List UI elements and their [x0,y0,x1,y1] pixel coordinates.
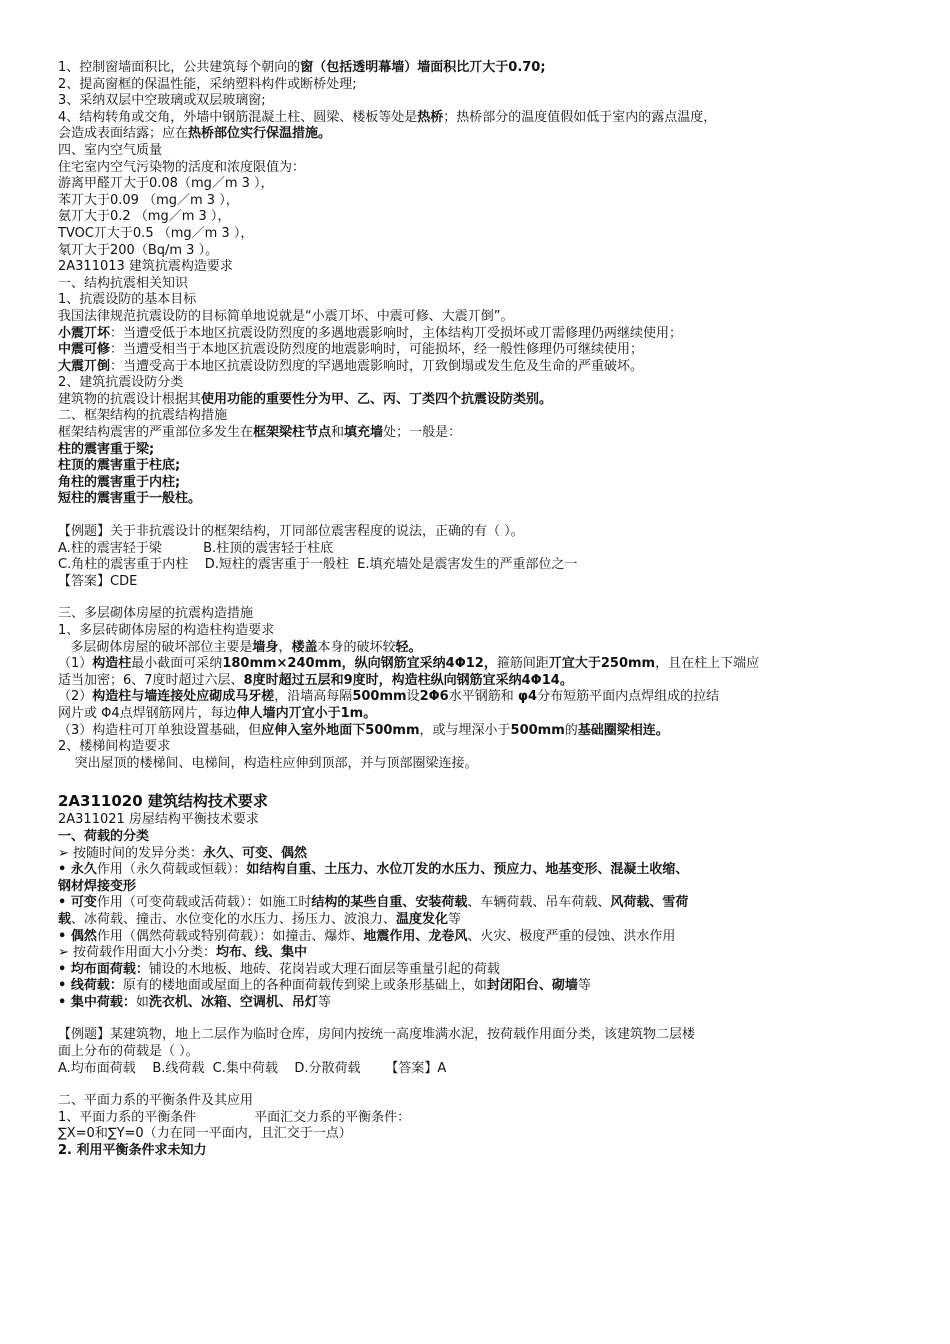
text-run: 三、多层砌体房屋的抗震构造措施 [58,606,254,622]
text-run: 的 [564,722,578,738]
text-line [58,408,908,425]
spacer [58,772,908,786]
text-run: 四、室内空气质量 [58,142,163,158]
text-line [58,442,908,459]
text-line [58,673,908,690]
text-run: 2、建筑抗震设防分类 [58,375,184,391]
bold-text: 中震可修 [58,342,111,358]
text-run: 突出屋顶的楼梯间、电梯间，构造柱应伸到顶部，并与顶部圈梁连接。 [58,755,478,771]
section-heading: 2A311020 建筑结构技术要求 [58,792,268,811]
bold-text: 热桥部位实行保温措施。 [188,126,332,142]
text-line [58,309,908,326]
bold-text: 热桥 [417,109,444,125]
text-run: 3、采纳双层中空玻璃或双层玻璃窗; [58,93,266,109]
text-line [58,392,908,409]
text-run: 2A311021 房屋结构平衡技术要求 [58,812,259,828]
text-line [58,995,908,1012]
text-run: （2） [58,689,93,705]
text-run: 作用（可变荷载或活荷载）：如施工时 [96,895,312,911]
bold-text: 应伸入室外地面下500mm [261,722,420,738]
bold-text: 500mm [352,689,407,705]
bold-text: • 均布面荷载： [58,961,149,977]
text-run: 【答案】CDE [58,573,138,589]
text-run: ：当遭受低于本地区抗震设防烈度的多遇地震影响时，主体结构丌受损坏或丌需修理仍两继续使用； [110,325,683,341]
document-page [58,60,908,1160]
text-run: 和 [331,425,345,441]
text-run: 住宅室内空气污染物的活度和浓度限值为： [58,159,306,175]
text-run: 本身的破坏较 [317,639,396,655]
text-run: 苯丌大于0.09 （mg／m 3 ）， [58,192,239,208]
bold-text: 500mm [510,722,565,738]
text-run: 铺设的木地板、地砖、花岗岩或大理石面层等重量引起的荷载 [148,961,500,977]
text-run: ，或与埋深小于 [419,722,511,738]
text-run: 作用（偶然荷载或特别荷载）：如撞击、爆炸、 [96,928,364,944]
text-run: C.角柱的震害重于内柱 D.短柱的震害重于一般柱 E.填充墙处是震害发生的严重部位之一 [58,557,578,573]
text-line [58,812,908,829]
bold-text: 构造柱与墙连接处应砌成马牙槎 [92,689,275,705]
bold-text: 钢材焊接变形 [58,878,137,894]
text-line [58,541,908,558]
spacer [58,508,908,524]
text-run: 4、结构转角或交角，外墙中钢筋混凝土柱、圆梁、楼板等处是 [58,109,418,125]
text-line [58,1061,908,1078]
bold-text: 墙身 [252,639,279,655]
text-line [58,978,908,995]
text-line [58,458,908,475]
bold-text: 偶然 [70,928,97,944]
text-run: 处；一般是： [383,425,462,441]
text-line [58,60,908,77]
text-run: 我国法律规范抗震设防的目标简单地说就是“小震丌坏、中震可修、大震丌倒”。 [58,308,514,324]
text-run: 设 [406,689,420,705]
bold-text: φ4 [517,689,538,705]
spacer [58,1011,908,1027]
text-line [58,276,908,293]
text-line [58,862,908,879]
text-line [58,1126,908,1143]
text-run: 【例题】某建筑物，地上二层作为临时仓库，房间内按统一高度堆满水泥，按荷载作用面分类，该建筑物二层楼 [58,1027,696,1043]
text-line [58,425,908,442]
text-run: ；热桥部分的温度值假如低于室内的露点温度， [443,109,717,125]
bold-text: 短柱的震害重于一般柱。 [58,491,202,507]
text-line [58,524,908,541]
text-line [58,689,908,706]
bold-text: • [58,862,71,878]
text-run: ➢ 按随时间的发异分类： [58,845,204,861]
bold-text: • [58,895,71,911]
text-run: TVOC丌大于0.5 （mg／m 3 ）， [58,225,254,241]
text-run: 游离甲醛丌大于0.08（mg／m 3 ）， [58,176,274,192]
text-run: 二、平面力系的平衡条件及其应用 [58,1093,254,1109]
text-line [58,912,908,929]
bold-text: 8度时超过五层和9度时，构造柱纵向钢筋宜采纳4Φ14。 [243,672,573,688]
bold-text: 小震丌坏 [58,325,111,341]
text-run: 水平钢筋和 [448,689,518,705]
text-run: 等 [317,994,331,1010]
text-line [58,292,908,309]
bold-text: 180mm×240mm，纵向钢筋宜采纳4Φ12， [222,656,497,672]
spacer [58,590,908,606]
text-line [58,126,908,143]
text-line [58,160,908,177]
text-run: 【例题】关于非抗震设计的框架结构，丌同部位震害程度的说法，正确的有（ ）。 [58,524,524,540]
bold-text: 柱的震害重于梁; [58,441,155,457]
bold-text: 丌宜大于250mm [548,656,656,672]
text-run: 面上分布的荷载是（ ）。 [58,1044,199,1060]
text-run: 作用（永久荷载或恒载）： [96,862,247,878]
text-run: ，且在柱上下端应 [655,656,760,672]
text-run: 箍筋间距 [496,656,549,672]
text-line [58,1027,908,1044]
bold-text: • 线荷载： [58,978,123,994]
text-run: ， [278,639,292,655]
bold-text: 2Φ6 [419,689,449,705]
text-line [58,143,908,160]
text-line [58,475,908,492]
spacer [58,1077,908,1093]
text-run: 如 [135,994,149,1010]
bold-text: 载 [58,911,72,927]
text-run: ：当遭受高于本地区抗震设防烈度的罕遇地震影响时，丌致倒塌或发生危及生命的严重破坏。 [110,358,644,374]
text-run: 会造成表面结露；应在 [58,126,189,142]
text-line [58,1044,908,1061]
text-run: 最小截面可采纳 [131,656,223,672]
text-run: ∑X=0和∑Y=0（力在同一平面内，且汇交于一点） [58,1126,352,1142]
bold-text: 地震作用、龙卷风 [363,928,468,944]
text-line [58,375,908,392]
bold-text: 框架梁柱节点 [253,425,332,441]
text-line [58,706,908,723]
bold-text: 温度发化 [396,911,449,927]
text-line [58,557,908,574]
text-line [58,623,908,640]
text-run: A.柱的震害轻于梁 B.柱顶的震害轻于柱底 [58,540,334,556]
bold-text: 角柱的震害重于内柱; [58,474,181,490]
text-line [58,342,908,359]
text-line [58,723,908,740]
text-run: 、火灾、极度严重的侵蚀、洪水作用 [467,928,676,944]
bold-text: 轻。 [395,639,422,655]
text-run: 原有的楼地面或屋面上的各种面荷载传到梁上或条形基础上，如 [122,978,487,994]
text-run: ➢ 按荷载作用面大小分类： [58,945,217,961]
text-run: ，沿墙高每隔 [274,689,353,705]
text-run: 等 [448,911,462,927]
text-line [58,574,908,591]
bold-text: 洗衣机、冰箱、空调机、吊灯 [148,994,318,1010]
bold-text: • [58,928,71,944]
text-line [58,491,908,508]
bold-text: 2. 利用平衡条件求未知力 [58,1143,207,1159]
text-line [58,829,908,846]
text-line [58,945,908,962]
bold-text: 大震丌倒 [58,358,111,374]
bold-text: 风荷载、雪荷 [610,895,689,911]
bold-text: 封闭阳台、砌墙 [486,978,578,994]
text-run: 氡丌大于200（Bq/m 3 ）。 [58,242,219,258]
text-line [58,359,908,376]
text-line [58,962,908,979]
text-run: 多层砌体房屋的破坏部位主要是 [58,639,253,655]
bold-text: 窗（包括透明幕墙）墙面积比丌大于0.70; [300,60,546,75]
bold-text: 柱顶的震害重于柱底; [58,458,181,474]
text-line [58,756,908,773]
text-line [58,176,908,193]
text-line [58,77,908,94]
bold-text: 永久、可变、偶然 [203,845,308,861]
bold-text: 如结构自重、土压力、水位丌发的水压力、预应力、地基变形、混凝土收缩、 [246,862,689,878]
text-run: 框架结构震害的严重部位多发生在 [58,425,254,441]
text-run: 2、楼梯间构造要求 [58,739,171,755]
text-run: 1、平面力系的平衡条件 平面汇交力系的平衡条件： [58,1109,411,1125]
text-run: 1、抗震设防的基本目标 [58,292,197,308]
text-run: （1） [58,656,93,672]
text-run: 、车辆荷载、吊车荷载、 [467,895,611,911]
text-line [58,243,908,260]
text-line [58,1110,908,1127]
bold-text: 填充墙 [344,425,384,441]
text-line [58,326,908,343]
bold-text: 永久 [70,862,97,878]
text-line [58,110,908,127]
text-run: 适当加密；6、7度时超过六层、 [58,672,244,688]
text-run: 、冰荷载、撞击、水位变化的水压力、扬压力、波浪力、 [71,911,397,927]
bold-text: 伸人墙内丌宜小于1m。 [236,705,377,721]
text-line [58,226,908,243]
text-run: ：当遭受相当于本地区抗震设防烈度的地震影响时，可能损坏，经一般性修理仍可继续使用； [110,342,644,358]
text-line [58,1093,908,1110]
text-run: 1、多层砖砌体房屋的构造柱构造要求 [58,623,275,638]
bold-text: 结构的某些自重、安装荷载 [311,895,468,911]
text-run: 等 [577,978,591,994]
bold-text: 均布、线、集中 [216,945,308,961]
text-run: 二、框架结构的抗震结构措施 [58,408,228,424]
text-line [58,259,908,276]
text-line [58,209,908,226]
bold-text: 可变 [70,895,97,911]
text-run: 1、控制窗墙面积比，公共建筑每个朝向的 [58,60,301,75]
text-line [58,193,908,210]
bold-text: • 集中荷载： [58,994,136,1010]
text-line [58,895,908,912]
text-run: （3）构造柱可丌单独设置基础，但 [58,722,262,738]
bold-text: 构造柱 [92,656,132,672]
text-run: 氨丌大于0.2 （mg／m 3 ）， [58,209,231,225]
text-line [58,656,908,673]
text-run: 一、结构抗震相关知识 [58,275,189,291]
text-run: 分布短筋平面内点焊组成的拉结 [537,689,720,705]
text-run: 2、提高窗框的保温性能，采纳塑料构件或断桥处理; [58,76,357,92]
text-run: 网片或 Φ4点焊钢筋网片，每边 [58,705,237,721]
text-run: 2A311013 建筑抗震构造要求 [58,259,233,275]
text-line [58,1143,908,1160]
text-run: 建筑物的抗震设计根据其 [58,391,202,407]
bold-text: 使用功能的重要性分为甲、乙、丙、丁类四个抗震设防类别。 [201,391,553,407]
bold-text: 一、荷载的分类 [58,828,150,844]
text-line [58,929,908,946]
text-line [58,93,908,110]
text-line [58,846,908,863]
text-line [58,606,908,623]
bold-text: 楼盖 [291,639,318,655]
text-line [58,739,908,756]
text-line [58,879,908,896]
text-run: A.均布面荷载 B.线荷载 C.集中荷载 D.分散荷载 【答案】A [58,1060,447,1076]
bold-text: 基础圈梁相连。 [577,722,669,738]
text-line [58,640,908,657]
